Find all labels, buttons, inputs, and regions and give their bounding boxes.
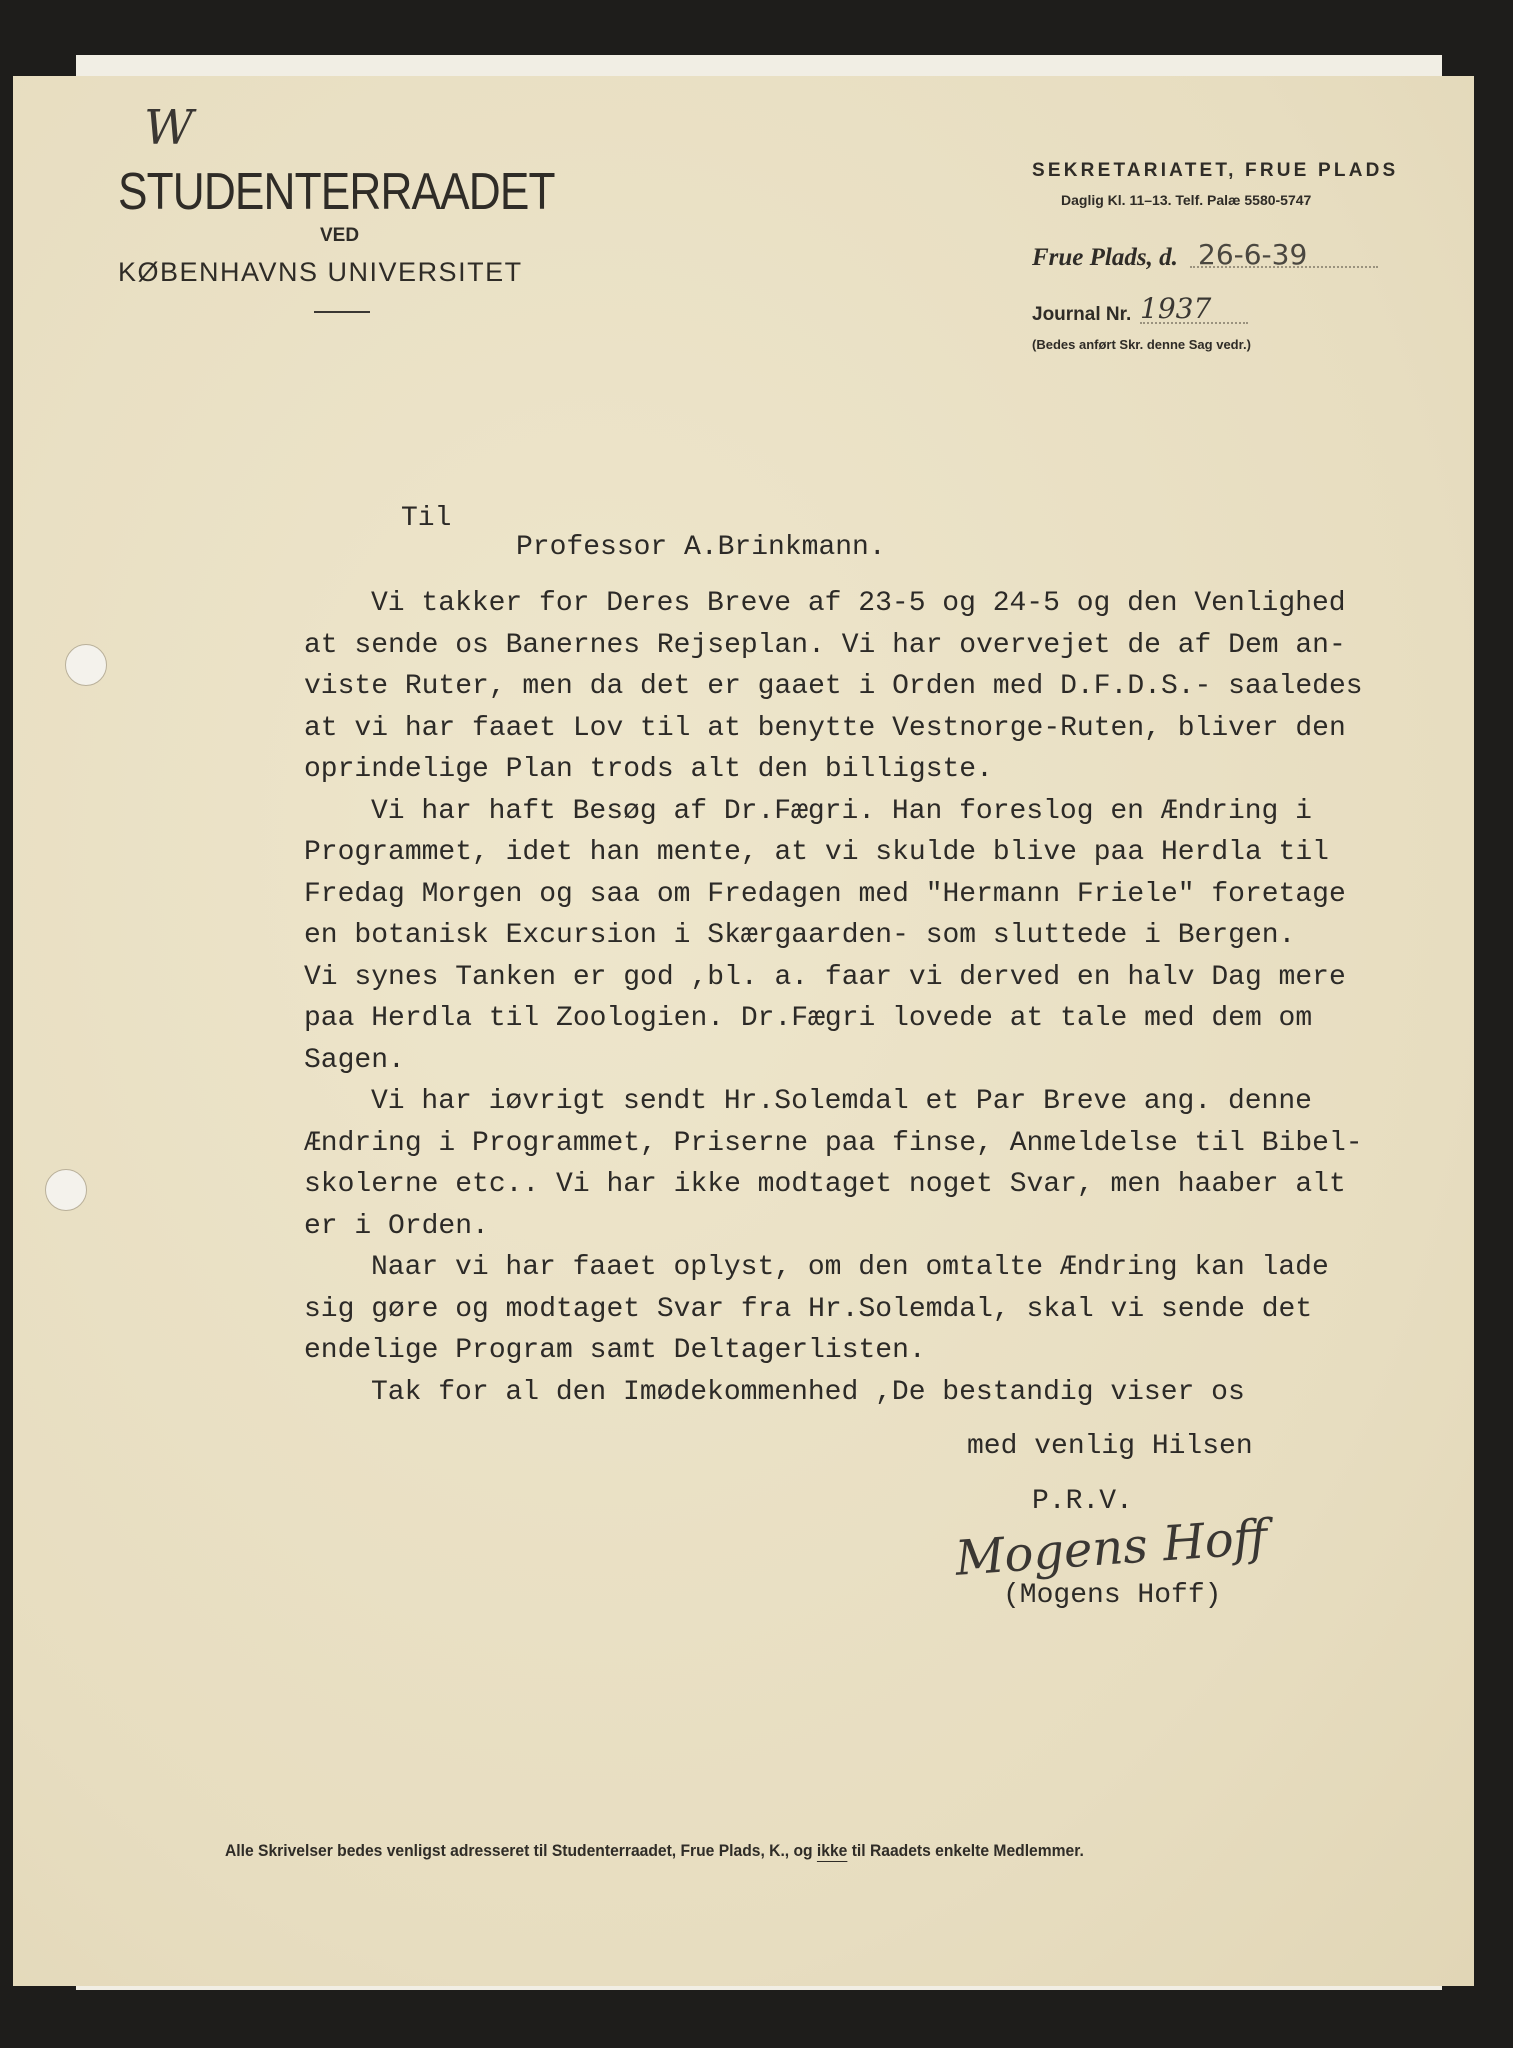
- letter-line: paa Herdla til Zoologien. Dr.Fægri lovede at tale med dem om: [304, 1003, 1313, 1034]
- hours-phone: Daglig Kl. 11–13. Telf. Palæ 5580-5747: [1061, 192, 1312, 208]
- prv: P.R.V.: [1032, 1486, 1133, 1517]
- letter-line: skolerne etc.. Vi har ikke modtaget noget Svar, men haaber alt: [304, 1169, 1346, 1200]
- letter-body: [304, 583, 1363, 1413]
- footer-text: Alle Skrivelser bedes venligst adresseret til Studenterraadet, Frue Plads, K., og: [225, 1841, 817, 1860]
- letter-line: endelige Program samt Deltagerlisten.: [304, 1335, 926, 1366]
- letter-line: at sende os Banernes Rejseplan. Vi har overvejet de af Dem an-: [304, 629, 1346, 661]
- footer-note: [225, 1841, 1084, 1861]
- place-label: Frue Plads, d.: [1032, 244, 1178, 271]
- letterhead-rule: [314, 311, 370, 313]
- letter-line: er i Orden.: [304, 1210, 489, 1242]
- recipient: Professor A.Brinkmann.: [516, 532, 886, 563]
- journal-label: Journal Nr.: [1032, 304, 1132, 325]
- letter-line: at vi har faaet Lov til at benytte Vestnorge-Ruten, bliver den: [304, 712, 1346, 744]
- footer-text-end: til Raadets enkelte Medlemmer.: [847, 1841, 1084, 1860]
- letter-line: Vi har iøvrigt sendt Hr.Solemdal et Par Breve ang. denne: [371, 1086, 1312, 1117]
- punch-hole: [45, 1169, 87, 1211]
- letter-line: oprindelige Plan trods alt den billigste.: [304, 754, 993, 785]
- journal-number: 1937: [1140, 292, 1212, 325]
- salutation-to: Til: [401, 503, 452, 534]
- letter-line: Fredag Morgen og saa om Fredagen med "Hermann Friele" foretage: [304, 878, 1346, 910]
- footer-underlined: ikke: [816, 1841, 848, 1860]
- letter-line: Vi synes Tanken er god ,bl. a. faar vi derved en halv Dag mere: [304, 961, 1346, 993]
- handwritten-mark: W: [144, 100, 194, 156]
- letter-line: Ændring i Programmet, Priserne paa finse, Anmeldelse til Bibel-: [304, 1127, 1363, 1159]
- ved-label: VED: [320, 225, 360, 246]
- letter-line: sig gøre og modtaget Svar fra Hr.Solemdal, skal vi sende det: [304, 1293, 1313, 1325]
- letter-line: viste Ruter, men da det er gaaet i Orden med D.F.D.S.- saaledes: [304, 671, 1363, 702]
- letter-line: Tak for al den Imødekommenhed ,De bestandig viser os: [371, 1376, 1245, 1408]
- org-name: STUDENTERRAADET: [118, 163, 555, 221]
- punch-hole: [65, 644, 107, 686]
- university-name: KØBENHAVNS UNIVERSITET: [118, 257, 523, 287]
- letter-line: Naar vi har faaet oplyst, om den omtalte Ændring kan lade: [371, 1252, 1329, 1283]
- letter-line: Sagen.: [304, 1044, 405, 1076]
- letter-line: Programmet, idet han mente, at vi skulde blive paa Herdla til: [304, 837, 1329, 868]
- letter-line: en botanisk Excursion i Skærgaarden- som sluttede i Bergen.: [304, 920, 1296, 951]
- letter-line: Vi har haft Besøg af Dr.Fægri. Han foreslog en Ændring i: [371, 795, 1312, 827]
- letter-line: Vi takker for Deres Breve af 23-5 og 24-5 og den Venlighed: [371, 588, 1346, 619]
- signature: Mogens Hoff: [953, 1509, 1270, 1587]
- typed-name: (Mogens Hoff): [1003, 1580, 1222, 1611]
- letter-date: 26-6-39: [1198, 238, 1308, 271]
- secretariat: SEKRETARIATET, FRUE PLADS: [1032, 160, 1399, 181]
- closing: med venlig Hilsen: [967, 1431, 1253, 1462]
- journal-note: (Bedes anført Skr. denne Sag vedr.): [1032, 337, 1251, 352]
